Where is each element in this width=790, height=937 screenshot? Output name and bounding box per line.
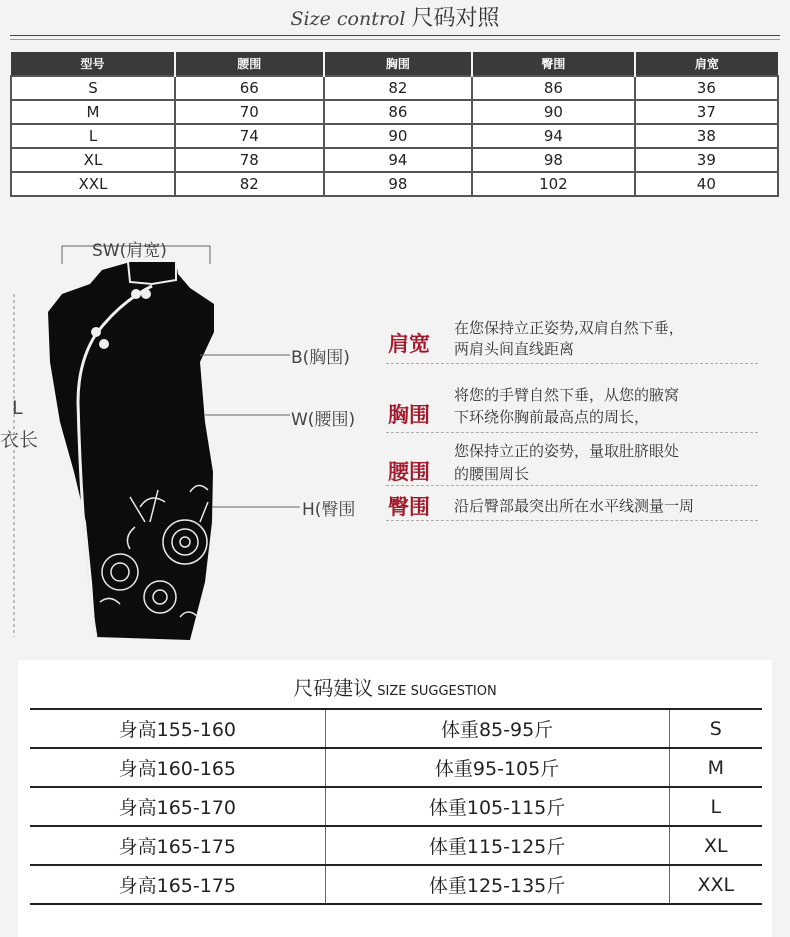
col-header-hip: 臀围: [472, 52, 635, 76]
page-header: [0, 0, 790, 44]
desc-waist-line2: 的腰围周长: [454, 465, 530, 483]
table-cell: 90: [472, 100, 635, 124]
size-cell: M: [669, 748, 762, 787]
waist-label: W(腰围): [291, 410, 356, 430]
desc-bust-line1: 将您的手臂自然下垂，从您的腋窝: [454, 386, 680, 404]
dress-silhouette: [48, 262, 214, 640]
table-cell: 98: [324, 172, 473, 196]
table-cell: 94: [472, 124, 635, 148]
term-hip: 臀围: [388, 495, 430, 519]
shoulder-width-label: SW(肩宽): [92, 241, 167, 261]
size-cell: XL: [669, 826, 762, 865]
table-cell: XXL: [11, 172, 175, 196]
table-row: [30, 709, 762, 748]
size-chart-table: [10, 52, 779, 197]
divider: [386, 363, 758, 364]
table-row: [11, 76, 778, 100]
suggestion-title: [0, 672, 790, 701]
frog-button: [99, 339, 109, 349]
col-header-model: 型号: [11, 52, 175, 76]
size-cell: S: [669, 709, 762, 748]
desc-hip-line1: 沿后臀部最突出所在水平线测量一周: [454, 497, 695, 515]
divider: [386, 432, 758, 433]
table-row: [11, 100, 778, 124]
header-rule: [10, 35, 780, 36]
table-cell: 40: [635, 172, 778, 196]
table-cell: 102: [472, 172, 635, 196]
length-label: L: [12, 397, 23, 419]
height-cell: 身高160-165: [30, 748, 325, 787]
frog-button: [141, 289, 151, 299]
term-shoulder: 肩宽: [388, 332, 430, 356]
desc-waist-line1: 您保持立正的姿势，量取肚脐眼处: [454, 442, 680, 460]
table-cell: 39: [635, 148, 778, 172]
height-cell: 身高155-160: [30, 709, 325, 748]
table-cell: 70: [175, 100, 324, 124]
col-header-bust: 胸围: [324, 52, 473, 76]
desc-shoulder-line2: 两肩头间直线距离: [454, 340, 575, 358]
hip-label: H(臀围: [302, 500, 356, 520]
table-row: [11, 172, 778, 196]
table-cell: 82: [324, 76, 473, 100]
weight-cell: 体重95-105斤: [325, 748, 669, 787]
table-cell: 98: [472, 148, 635, 172]
table-row: [30, 787, 762, 826]
col-header-waist: 腰围: [175, 52, 324, 76]
suggestion-title-en: SIZE SUGGESTION: [377, 684, 497, 699]
col-header-shoulder: 肩宽: [635, 52, 778, 76]
divider: [386, 520, 758, 521]
desc-bust-line2: 下环绕你胸前最高点的周长，: [454, 408, 650, 426]
length-label-cn: 衣长: [0, 429, 39, 451]
divider: [386, 485, 758, 486]
table-row: [30, 748, 762, 787]
frog-button: [91, 327, 101, 337]
table-cell: 78: [175, 148, 324, 172]
table-cell: M: [11, 100, 175, 124]
table-cell: 82: [175, 172, 324, 196]
weight-cell: 体重105-115斤: [325, 787, 669, 826]
height-cell: 身高165-175: [30, 826, 325, 865]
header-rule-secondary: [10, 39, 780, 40]
weight-cell: 体重85-95斤: [325, 709, 669, 748]
size-cell: XXL: [669, 865, 762, 904]
table-cell: S: [11, 76, 175, 100]
table-cell: L: [11, 124, 175, 148]
table-cell: 37: [635, 100, 778, 124]
suggestion-title-cn: 尺码建议: [293, 676, 374, 700]
table-row: [11, 124, 778, 148]
size-cell: L: [669, 787, 762, 826]
qipao-dress-illustration: [0, 222, 790, 652]
bust-label: B(胸围): [291, 348, 350, 368]
term-waist: 腰围: [388, 460, 430, 484]
table-cell: 86: [472, 76, 635, 100]
table-cell: 66: [175, 76, 324, 100]
height-cell: 身高165-175: [30, 865, 325, 904]
table-cell: 36: [635, 76, 778, 100]
table-cell: 38: [635, 124, 778, 148]
table-row: [30, 826, 762, 865]
table-cell: 86: [324, 100, 473, 124]
height-cell: 身高165-170: [30, 787, 325, 826]
table-row: [11, 148, 778, 172]
weight-cell: 体重115-125斤: [325, 826, 669, 865]
size-suggestion-table: [30, 708, 762, 905]
header-script-text: Size control: [290, 8, 406, 30]
weight-cell: 体重125-135斤: [325, 865, 669, 904]
term-bust: 胸围: [388, 403, 430, 427]
table-cell: XL: [11, 148, 175, 172]
table-cell: 94: [324, 148, 473, 172]
desc-shoulder-line1: 在您保持立正姿势,双肩自然下垂，: [454, 319, 684, 337]
table-row: [30, 865, 762, 904]
size-table-header-row: [11, 52, 778, 76]
table-cell: 90: [324, 124, 473, 148]
frog-button: [131, 289, 141, 299]
table-cell: 74: [175, 124, 324, 148]
measurement-diagram: [0, 222, 790, 652]
header-title: 尺码对照: [411, 6, 500, 31]
